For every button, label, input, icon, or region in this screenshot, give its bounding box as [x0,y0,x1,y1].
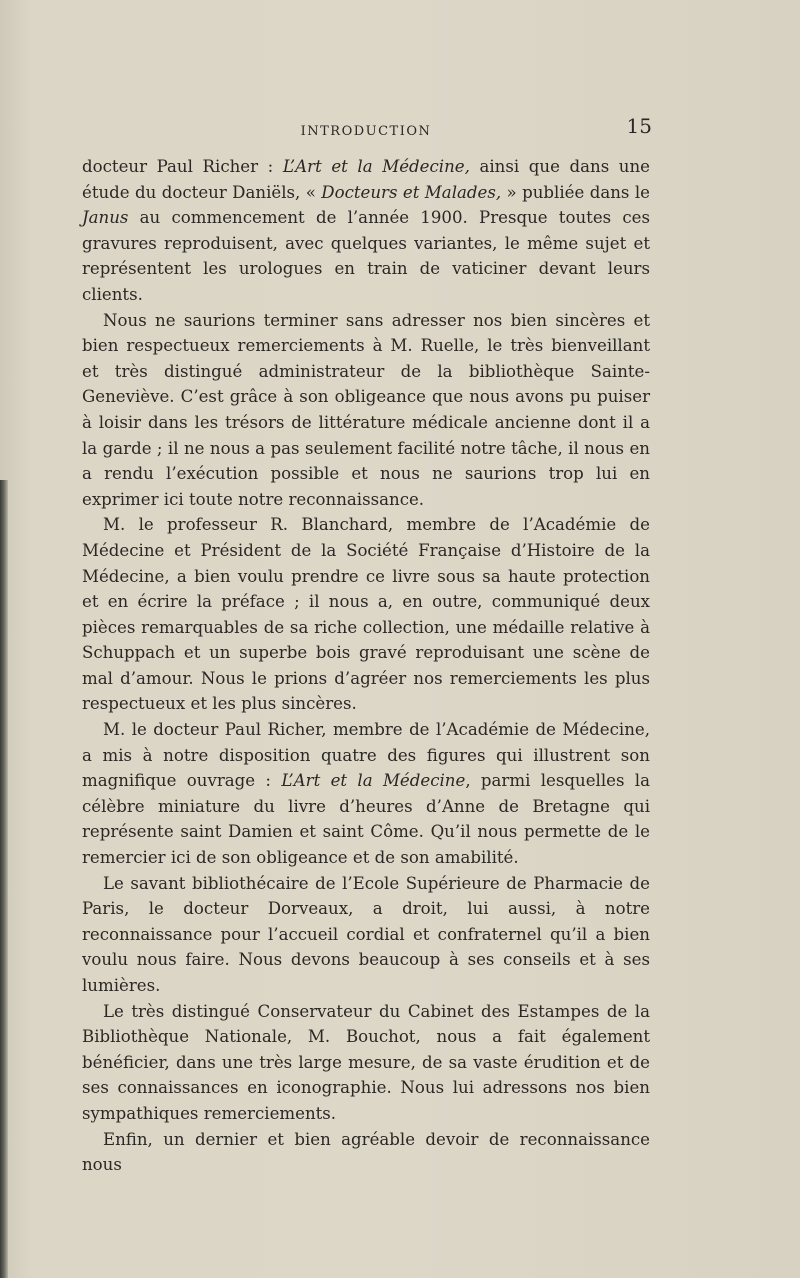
body-text [82,154,650,1178]
italic-title: Docteurs et Malades, [321,182,502,202]
paragraph [82,871,650,999]
text-run: M. le professeur R. Blanchard, membre de l’Académie de Médecine et Président de la Société Française d’Histoire de la Médecine, a bien voulu prendre ce livre sous sa haute protection et en écrire la préface ; il nous a, en outre, communiqué deux pièces remarquables de sa riche collection, une médaille relative à Schuppach et un superbe bois gravé reproduisant une scène de mal d’amour. Nous le prions d’agréer nos remerciements les plus respectueux et les plus sincères. [82,515,650,714]
running-title: INTRODUCTION [300,124,432,139]
paragraph [82,308,650,513]
paragraph [82,999,650,1127]
page-header [82,114,652,144]
text-run: docteur Paul Richer : [82,157,283,176]
text-run: Nous ne saurions terminer sans adresser nos bien sincères et bien respectueux remerciements à M. Ruelle, le très bienveillant et très distingué administrateur de la bibliothèque Sainte-Geneviève. C’est grâce à son obligeance que nous avons pu puiser à loisir dans les trésors de littérature médicale ancienne dont il a la garde ; il ne nous a pas seulement facilité notre tâche, il nous en a rendu l’exécution possible et nous ne saurions trop lui en exprimer ici toute notre reconnaissance. [82,310,650,509]
text-run: au commencement de l’année 1900. Presque toutes ces gravures reproduisent, avec quelques variantes, le même sujet et représentent les urologues en train de vaticiner devant leurs clients. [82,208,650,304]
paragraph [82,154,650,308]
text-run: Enfin, un dernier et bien agréable devoir de reconnaissance nous [82,1129,650,1175]
paragraph [82,717,650,871]
text-run: Le savant bibliothécaire de l’Ecole Supérieure de Pharmacie de Paris, le docteur Dorveaux, a droit, lui aussi, à notre reconnaissance pour l’accueil cordial et confraternel qu’il a bien voulu nous faire. Nous devons beaucoup à ses conseils et à ses lumières. [82,873,650,995]
italic-title: L’Art et la Médecine [281,771,466,791]
text-run: Le très distingué Conservateur du Cabinet des Estampes de la Bibliothèque Nationale, M. Bouchot, nous a fait également bénéficier, dans une très large mesure, de sa vaste érudition et de ses connaissances en iconographie. Nous lui adressons nos bien sympathiques remerciements. [82,1001,650,1123]
text-run: ainsi que dans une étude du docteur Daniëls, « [82,157,650,202]
paragraph [82,512,650,717]
text-run: , parmi lesquelles la célèbre miniature du livre d’heures d’Anne de Bretagne qui représente saint Damien et saint Côme. Qu’il nous permette de le remercier ici de son obligeance et de son amabilité. [82,771,650,868]
italic-title: Janus [82,208,129,228]
page-binding-edge [0,480,8,1278]
text-run: M. le docteur Paul Richer, membre de l’Académie de Médecine, a mis à notre disposition quatre des figures qui illustrent son magnifique ouvrage : [82,720,650,791]
text-run: » publiée dans le [501,182,650,202]
paragraph [82,1127,650,1178]
italic-title: L’Art et la Médecine, [282,157,470,176]
page-number: 15 [626,114,652,138]
